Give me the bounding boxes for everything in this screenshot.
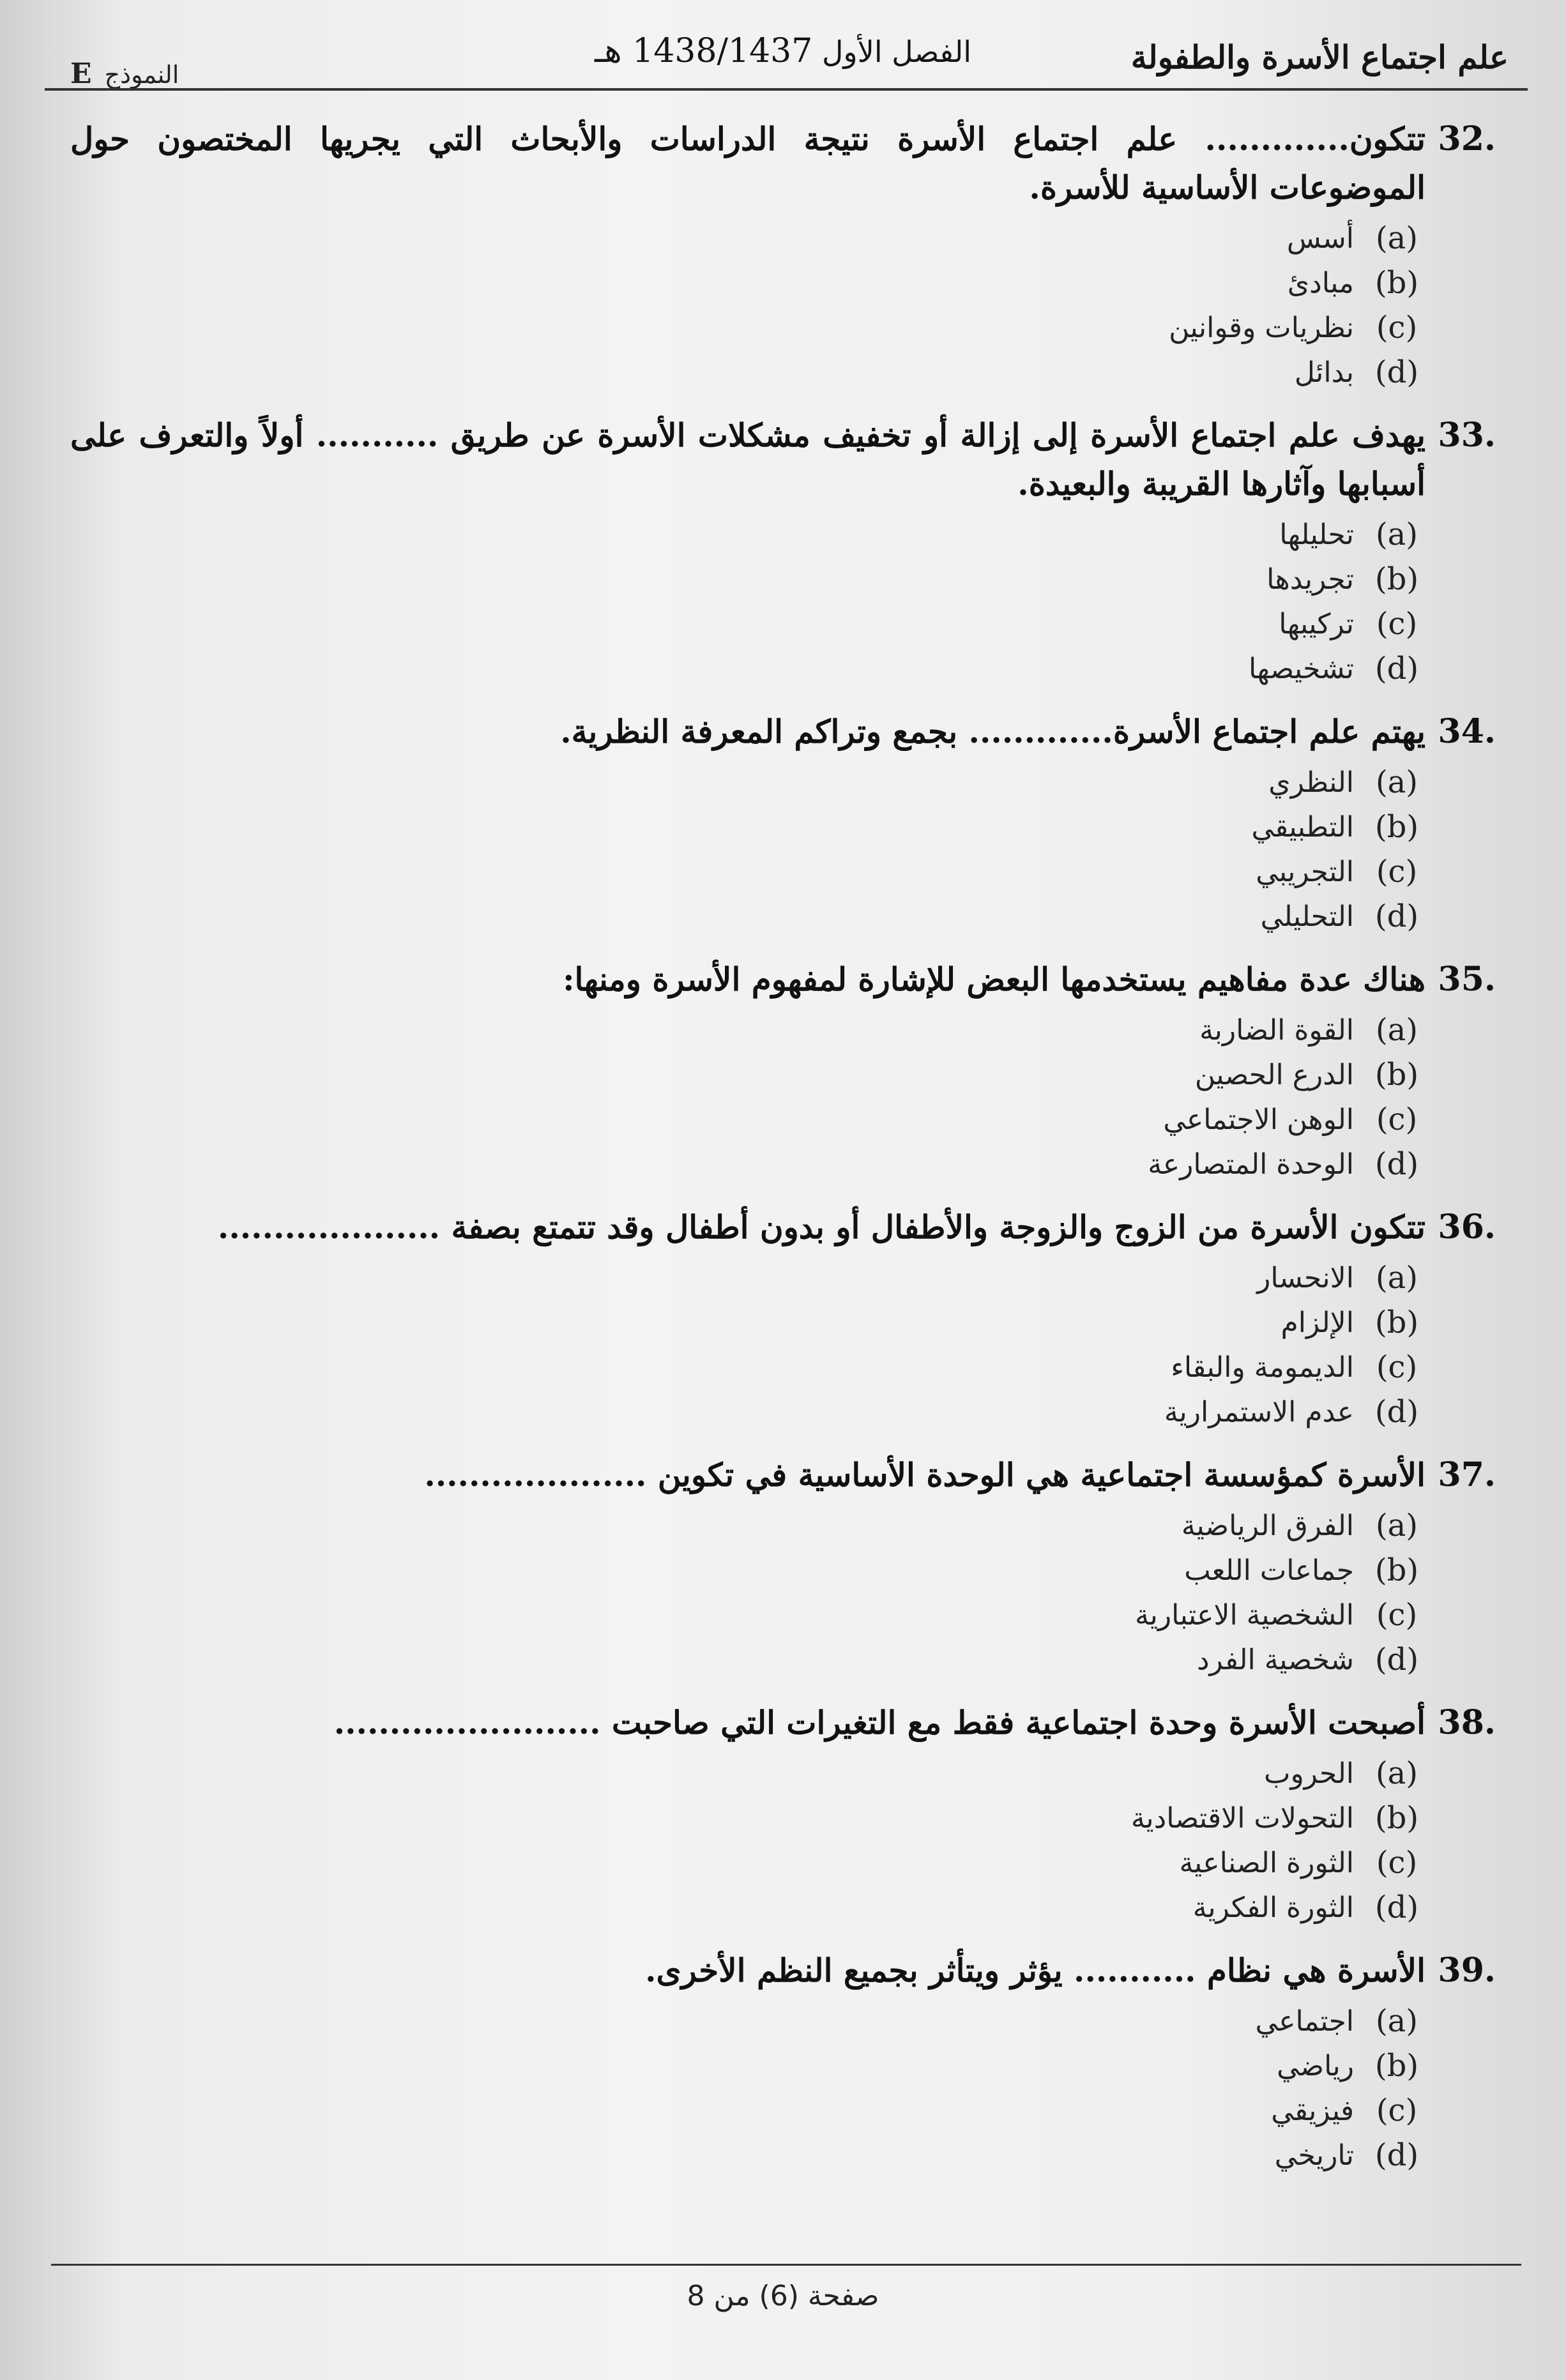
question-number: 36. <box>1438 1208 1496 1247</box>
question-item <box>70 955 1496 1186</box>
header-divider <box>45 88 1528 91</box>
question-number: 35. <box>1438 960 1496 999</box>
option-text: رياضي <box>1277 2049 1354 2082</box>
answer-option <box>70 1999 1425 2043</box>
model-label: النموذج <box>104 61 179 89</box>
option-letter: (d) <box>1374 2137 1419 2173</box>
option-letter: (c) <box>1376 310 1418 345</box>
option-text: الديمومة والبقاء <box>1171 1351 1354 1384</box>
option-text: الثورة الفكرية <box>1192 1891 1354 1924</box>
option-letter: (b) <box>1374 2048 1419 2084</box>
question-item <box>70 708 1496 939</box>
answer-options <box>70 1503 1496 1682</box>
question-line <box>70 1451 1496 1499</box>
option-text: الوحدة المتصارعة <box>1148 1148 1354 1181</box>
option-text: تحليلها <box>1279 518 1354 551</box>
option-text: الانحسار <box>1257 1261 1354 1294</box>
question-line <box>70 708 1496 756</box>
answer-option <box>70 1255 1425 1300</box>
option-letter: (d) <box>1374 651 1419 686</box>
question-line <box>70 115 1496 212</box>
question-text: الأسرة هي نظام ........... يؤثر ويتأثر بجميع النظم الأخرى. <box>645 1952 1425 1989</box>
option-letter: (a) <box>1375 2003 1418 2039</box>
option-text: التطبيقي <box>1251 810 1354 844</box>
option-letter: (d) <box>1374 1146 1419 1182</box>
question-text: يهدف علم اجتماع الأسرة إلى إزالة أو تخفيف مشكلات الأسرة عن طريق ........... أولاً والتعرف على أسبابها وآثارها القريبة والبعيدة. <box>70 416 1425 503</box>
academic-year: 1438/1437 هـ <box>594 32 813 70</box>
option-letter: (b) <box>1374 561 1419 597</box>
option-text: الوهن الاجتماعي <box>1163 1103 1354 1136</box>
option-text: تشخيصها <box>1248 652 1354 685</box>
option-letter: (d) <box>1374 898 1419 934</box>
question-text: أصبحت الأسرة وحدة اجتماعية فقط مع التغيرات التي صاحبت ........................ <box>333 1704 1425 1741</box>
option-text: القوة الضاربة <box>1199 1013 1354 1047</box>
option-text: الحروب <box>1264 1757 1354 1790</box>
option-text: تركيبها <box>1279 607 1354 640</box>
question-text: هناك عدة مفاهيم يستخدمها البعض للإشارة لمفهوم الأسرة ومنها: <box>563 960 1425 998</box>
option-letter: (d) <box>1374 1394 1419 1430</box>
answer-option <box>70 894 1425 939</box>
option-letter: (a) <box>1375 1012 1418 1048</box>
answer-options <box>70 1999 1496 2178</box>
option-text: التجريبي <box>1256 855 1354 888</box>
option-text: الدرع الحصين <box>1194 1058 1354 1091</box>
option-letter: (a) <box>1375 1755 1418 1791</box>
question-text: تتكون الأسرة من الزوج والزوجة والأطفال أو بدون أطفال وقد تتمتع بصفة .................... <box>217 1208 1425 1246</box>
option-text: تجريدها <box>1266 563 1354 596</box>
answer-option <box>70 1796 1425 1840</box>
semester-label: الفصل الأول <box>821 34 972 69</box>
option-text: الإلزام <box>1281 1306 1354 1339</box>
option-text: النظري <box>1268 766 1354 799</box>
option-text: عدم الاستمرارية <box>1164 1395 1354 1429</box>
answer-option <box>70 760 1425 805</box>
model-indicator <box>70 57 179 90</box>
course-title: علم اجتماع الأسرة والطفولة <box>1130 38 1509 76</box>
question-text: تتكون............. علم اجتماع الأسرة نتيجة الدراسات والأبحاث التي يجريها المختصون حول الموضوعات الأساسية للأسرة. <box>70 120 1425 206</box>
option-text: الفرق الرياضية <box>1181 1509 1354 1542</box>
option-letter: (a) <box>1375 517 1418 552</box>
option-letter: (c) <box>1376 606 1418 642</box>
question-line <box>70 1946 1496 1995</box>
question-number: 33. <box>1438 416 1496 455</box>
answer-option <box>70 350 1425 395</box>
question-text: الأسرة كمؤسسة اجتماعية هي الوحدة الأساسية في تكوين .................... <box>424 1456 1425 1494</box>
answer-option <box>70 1885 1425 1930</box>
question-number: 38. <box>1438 1703 1496 1742</box>
option-text: نظريات وقوانين <box>1169 311 1354 344</box>
answer-options <box>70 1255 1496 1434</box>
question-number: 39. <box>1438 1951 1496 1990</box>
question-text: يهتم علم اجتماع الأسرة............. بجمع وتراكم المعرفة النظرية. <box>560 713 1425 750</box>
answer-option <box>70 1548 1425 1593</box>
option-letter: (d) <box>1374 1642 1419 1678</box>
answer-option <box>70 1390 1425 1434</box>
answer-option <box>70 216 1425 261</box>
question-item <box>70 1203 1496 1434</box>
answer-option <box>70 1300 1425 1345</box>
option-letter: (d) <box>1374 1890 1419 1925</box>
answer-option <box>70 1008 1425 1052</box>
answer-option <box>70 305 1425 350</box>
of-label: من <box>713 2280 750 2312</box>
answer-option <box>70 512 1425 557</box>
option-text: فيزيقي <box>1271 2094 1354 2127</box>
answer-options <box>70 760 1496 939</box>
footer-divider <box>51 2264 1521 2266</box>
option-text: التحولات الاقتصادية <box>1130 1801 1354 1835</box>
option-text: التحليلي <box>1260 900 1354 933</box>
answer-option <box>70 646 1425 691</box>
answer-option <box>70 1052 1425 1097</box>
option-letter: (b) <box>1374 1552 1419 1588</box>
option-letter: (a) <box>1375 220 1418 256</box>
option-letter: (c) <box>1376 1349 1418 1385</box>
option-letter: (b) <box>1374 1057 1419 1093</box>
question-number: 37. <box>1438 1455 1496 1494</box>
answer-option <box>70 2088 1425 2133</box>
page-number: (6) <box>759 2280 799 2312</box>
question-item <box>70 115 1496 395</box>
page-header <box>45 19 1521 89</box>
answer-options <box>70 1008 1496 1186</box>
answer-option <box>70 1593 1425 1637</box>
answer-options <box>70 512 1496 691</box>
answer-option <box>70 2133 1425 2178</box>
total-pages: 8 <box>687 2280 705 2312</box>
option-letter: (a) <box>1375 1508 1418 1543</box>
answer-option <box>70 1840 1425 1885</box>
option-letter: (c) <box>1376 1102 1418 1137</box>
option-letter: (b) <box>1374 809 1419 845</box>
answer-option <box>70 261 1425 305</box>
answer-option <box>70 1345 1425 1390</box>
answer-option <box>70 1142 1425 1186</box>
question-number: 32. <box>1438 119 1496 158</box>
question-item <box>70 1699 1496 1930</box>
page-footer <box>0 2280 1566 2312</box>
question-line <box>70 1203 1496 1252</box>
answer-options <box>70 216 1496 395</box>
answer-option <box>70 849 1425 894</box>
questions-list <box>70 115 1496 2194</box>
option-letter: (b) <box>1374 265 1419 301</box>
option-letter: (a) <box>1375 1260 1418 1296</box>
answer-options <box>70 1751 1496 1930</box>
model-code: E <box>70 57 92 90</box>
option-letter: (c) <box>1376 2093 1418 2128</box>
option-letter: (b) <box>1374 1800 1419 1836</box>
answer-option <box>70 602 1425 646</box>
option-letter: (c) <box>1376 1845 1418 1881</box>
answer-option <box>70 1751 1425 1796</box>
answer-option <box>70 805 1425 849</box>
question-line <box>70 955 1496 1004</box>
option-text: شخصية الفرد <box>1196 1643 1354 1676</box>
answer-option <box>70 557 1425 602</box>
answer-option <box>70 1097 1425 1142</box>
option-text: الثورة الصناعية <box>1179 1846 1354 1879</box>
option-text: تاريخي <box>1274 2139 1354 2172</box>
option-letter: (b) <box>1374 1305 1419 1340</box>
question-item <box>70 1451 1496 1682</box>
semester-year <box>595 32 971 70</box>
question-item <box>70 411 1496 691</box>
option-text: الشخصية الاعتبارية <box>1135 1598 1354 1632</box>
option-letter: (c) <box>1376 854 1418 890</box>
option-text: بدائل <box>1294 356 1354 389</box>
question-number: 34. <box>1438 712 1496 751</box>
option-letter: (c) <box>1376 1597 1418 1633</box>
question-line <box>70 411 1496 508</box>
option-text: جماعات اللعب <box>1184 1554 1354 1587</box>
question-item <box>70 1946 1496 2178</box>
option-text: اجتماعي <box>1255 2005 1354 2038</box>
answer-option <box>70 1503 1425 1548</box>
option-letter: (d) <box>1374 354 1419 390</box>
option-letter: (a) <box>1375 764 1418 800</box>
option-text: مبادئ <box>1287 266 1354 299</box>
answer-option <box>70 2043 1425 2088</box>
option-text: أسس <box>1286 222 1354 255</box>
answer-option <box>70 1637 1425 1682</box>
question-line <box>70 1699 1496 1747</box>
page-label: صفحة <box>807 2280 879 2312</box>
